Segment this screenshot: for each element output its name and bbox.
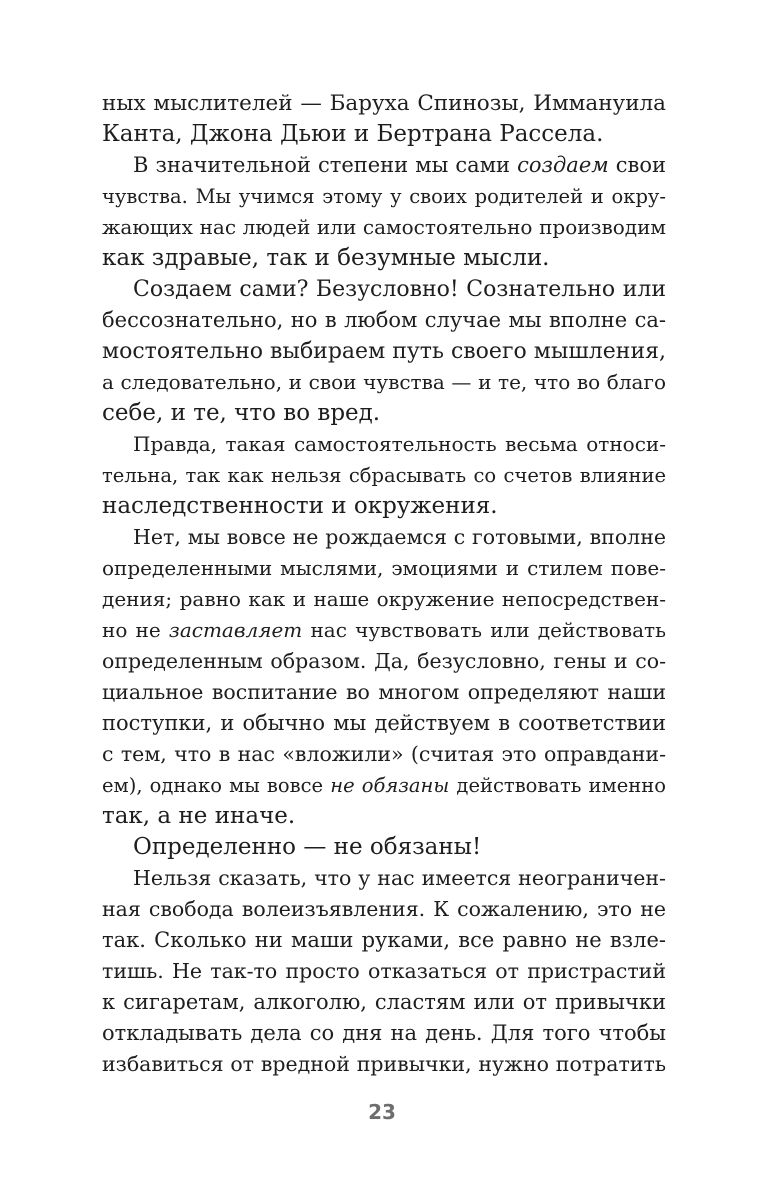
text-span: избавиться от вредной привычки, нужно потратить: [102, 1052, 666, 1076]
text-span: наследственности и окружения.: [102, 493, 498, 519]
text-line: [102, 801, 666, 832]
text-span: Правда, такая самостоятельность весьма относи-: [133, 432, 666, 456]
text-span: к сигаретам, алкоголю, сластям или от привычки: [102, 990, 666, 1014]
text-line: [102, 367, 666, 398]
text-line: [102, 119, 666, 150]
text-span: тельна, так как нельзя сбрасывать со счетов влияние: [102, 464, 666, 487]
text-span: так, а не иначе.: [102, 803, 296, 829]
text-span: действовать именно: [449, 774, 666, 797]
text-span: свои: [608, 153, 666, 177]
text-line: [102, 677, 666, 708]
text-line: [102, 770, 666, 801]
body-text: [102, 88, 666, 1080]
text-span: чувства. Мы учимся этому у своих родителей и окру-: [102, 185, 666, 208]
text-line: [102, 1049, 666, 1080]
emphasis-text: создаем: [517, 153, 609, 177]
text-span: ных мыслителей — Баруха Спинозы, Иммануила: [102, 91, 666, 116]
text-span: определенным образом. Да, безусловно, гены и со-: [102, 649, 666, 673]
emphasis-text: не обязаны: [330, 774, 450, 797]
text-span: мостоятельно выбираем путь своего мышления,: [102, 339, 666, 364]
text-line: [102, 739, 666, 770]
text-span: Нельзя сказать, что у нас имеется неограничен-: [133, 866, 666, 890]
text-line: [102, 956, 666, 987]
text-span: поступки, и обычно мы действуем в соответствии: [102, 711, 666, 735]
text-span: но не: [102, 618, 169, 642]
text-span: дения; равно как и наше окружение непосредствен-: [102, 587, 666, 611]
text-line: [102, 894, 666, 925]
text-span: В значительной степени мы сами: [133, 153, 518, 177]
text-line: [102, 181, 666, 212]
text-line: [102, 274, 666, 305]
text-span: так. Сколько ни маши руками, все равно не взле-: [102, 928, 666, 952]
text-span: ем), однако мы вовсе: [102, 774, 331, 797]
text-span: Канта, Джона Дьюи и Бертрана Рассела.: [102, 121, 604, 147]
text-line: [102, 522, 666, 553]
text-span: как здравые, так и безумные мысли.: [102, 245, 550, 271]
text-line: [102, 398, 666, 429]
text-line: [102, 863, 666, 894]
text-line: [102, 491, 666, 522]
text-line: [102, 1018, 666, 1049]
text-line: [102, 584, 666, 615]
text-line: [102, 305, 666, 336]
text-line: [102, 708, 666, 739]
text-line: [102, 832, 666, 863]
text-line: [102, 615, 666, 646]
text-line: [102, 150, 666, 181]
text-span: Создаем сами? Безусловно! Сознательно или: [133, 277, 666, 302]
text-span: бессознательно, но в любом случае мы вполне са-: [102, 308, 666, 332]
text-line: [102, 646, 666, 677]
text-span: тишь. Не так-то просто отказаться от пристрастий: [102, 959, 666, 983]
text-span: откладывать дела со дня на день. Для того чтобы: [102, 1021, 666, 1045]
text-span: нас чувствовать или действовать: [302, 618, 666, 642]
text-span: а следовательно, и свои чувства — и те, что во благо: [102, 370, 666, 394]
text-span: определенными мыслями, эмоциями и стилем пове-: [102, 556, 666, 580]
text-line: [102, 243, 666, 274]
text-line: [102, 88, 666, 119]
text-span: Определенно — не обязаны!: [133, 834, 482, 860]
text-span: жающих нас людей или самостоятельно производим: [102, 215, 666, 239]
text-span: Нет, мы вовсе не рождаемся с готовыми, вполне: [133, 525, 666, 549]
text-line: [102, 460, 666, 491]
text-span: себе, и те, что во вред.: [102, 400, 381, 426]
text-line: [102, 336, 666, 367]
text-span: ная свобода волеизъявления. К сожалению, это не: [102, 897, 666, 921]
page-number: 23: [368, 1100, 396, 1124]
text-span: с тем, что в нас «вложили» (считая это оправдани-: [102, 742, 666, 766]
emphasis-text: заставляет: [168, 618, 303, 642]
text-span: циальное воспитание во многом определяют наши: [102, 680, 666, 704]
text-line: [102, 553, 666, 584]
text-line: [102, 212, 666, 243]
text-line: [102, 987, 666, 1018]
text-line: [102, 429, 666, 460]
text-line: [102, 925, 666, 956]
